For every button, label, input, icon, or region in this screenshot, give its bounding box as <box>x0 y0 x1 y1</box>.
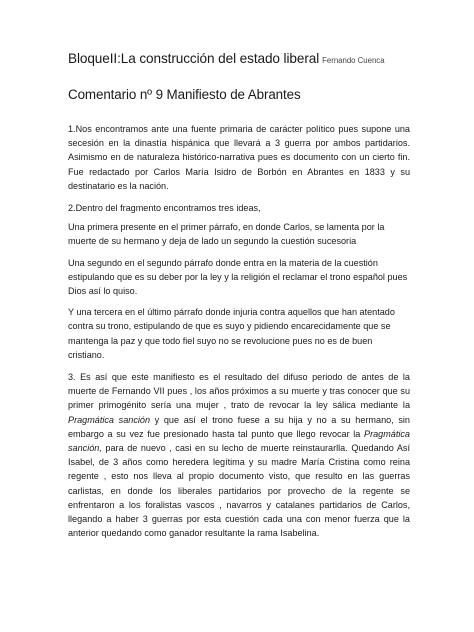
paragraph-5: Y una tercera en el último párrafo donde injuria contra aquellos que han atentado contra su trono, estipulando de que es suyo y pidiendo encarecidamente que se mantenga la paz y que todo fiel suyo no se revolucione pues no es de buen cristiano. <box>68 307 395 360</box>
paragraph-6-text-1: 3. Es así que este manifiesto es el resultado del difuso periodo de antes de la muerte de Fernando VII pues , los años próximos a su muerte y tras conocer que su primer primogénito sería una mujer , trato de revocar la ley sálica mediante la <box>68 372 410 411</box>
header-author: Fernando Cuenca <box>322 56 385 65</box>
paragraph-6-text-2: y que así el trono fuese a su hija y no a su hermano, sin embargo a su vez fue presionado hasta tal punto que llego revocar la <box>68 414 410 439</box>
document-body <box>68 122 410 540</box>
document-page <box>68 48 410 548</box>
header-title: BloqueII:La construcción del estado liberal <box>68 51 320 66</box>
page-header <box>68 51 410 66</box>
paragraph-6 <box>68 370 410 540</box>
paragraph-2: 2.Dentro del fragmento encontramos tres ideas, <box>68 203 261 214</box>
document-title: Comentario nº 9 Manifiesto de Abrantes <box>68 87 301 102</box>
paragraph-3: Una primera presente en el primer párrafo, en donde Carlos, se lamenta por la muerte de su hermano y deja de lado un segundo la cuestión sucesoria <box>68 222 385 247</box>
paragraph-6-text-3: para de nuevo , casi en su lecho de muerte reinstaurarlla. Quedando Así Isabel, de 3 años como heredera legítima y su madre María Cristina como reina regente , esto nos lleva al propio documento visto, que resulto en las guerras carlistas, en donde los liberales partidarios por provecho de la regente se enfrentaron a los foralistas vascos , navarros y catalanes partidarios de Carlos, llegando a haber 3 guerras por esta cuestión cada una con menor fuerza que la anterior quedando como ganador resultante la rama Isabelina. <box>68 443 410 539</box>
paragraph-6-italic-1: Pragmática sanción <box>68 414 150 425</box>
paragraph-6-italic-2: Pragmática sanción, <box>68 428 410 454</box>
paragraph-4: Una segundo en el segundo párrafo donde entra en la materia de la cuestión estipulando que es su deber por la ley y la religión el reclamar el trono español pues Dios así lo quiso. <box>68 257 408 297</box>
paragraph-1: 1.Nos encontramos ante una fuente primaria de carácter político pues supone una secesión en la dinastía hispánica que llevará a 3 guerra por ambos partidarios. Asimismo en de naturaleza histórico-narrativa pues es documento con un cierto fin. Fue redactado por Carlos María Isidro de Borbón en Abrantes en 1833 y su destinatario es la nación. <box>68 124 410 191</box>
